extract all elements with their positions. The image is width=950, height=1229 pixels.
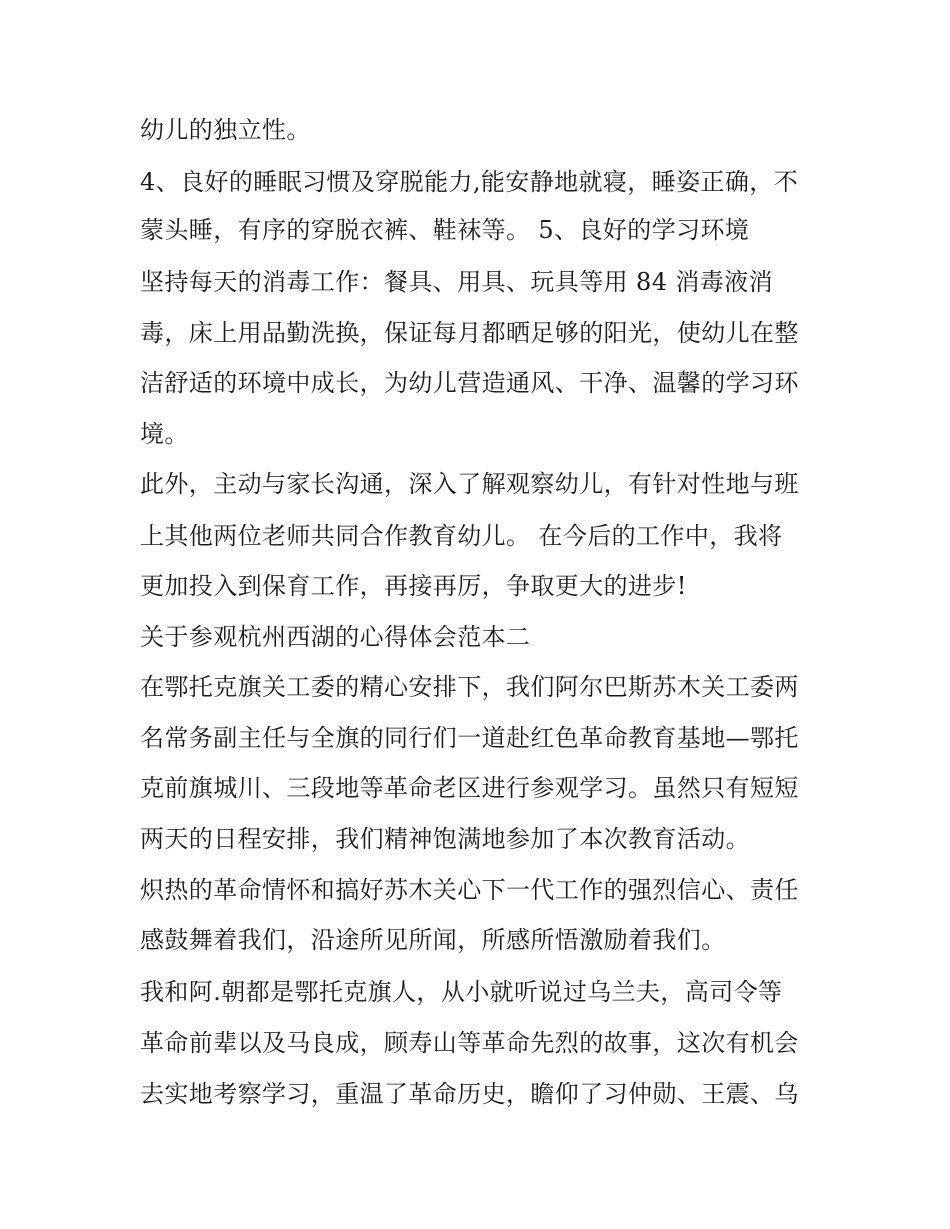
text-line: 克前旗城川、三段地等革命老区进行参观学习。虽然只有短短 (140, 774, 799, 802)
text-line: 毒，床上用品勤洗换，保证每月都晒足够的阳光，使幼儿在整 (140, 319, 799, 347)
text-line: 4、良好的睡眠习惯及穿脱能力,能安静地就寝，睡姿正确，不 (140, 168, 799, 196)
text-line: 两天的日程安排，我们精神饱满地参加了本次教育活动。 (140, 825, 750, 853)
text-line: 洁舒适的环境中成长，为幼儿营造通风、干净、温馨的学习环 (140, 369, 799, 397)
section-heading: 关于参观杭州西湖的心得体会范本二 (140, 623, 531, 651)
text-line: 革命前辈以及马良成，顾寿山等革命先烈的故事，这次有机会 (140, 1029, 799, 1057)
text-line: 境。 (140, 420, 189, 448)
text-line: 去实地考察学习，重温了革命历史，瞻仰了习仲勋、王震、乌 (140, 1080, 799, 1108)
text-line: 在鄂托克旗关工委的精心安排下，我们阿尔巴斯苏木关工委两 (140, 673, 799, 701)
text-line: 此外，主动与家长沟通，深入了解观察幼儿，有针对性地与班 (140, 470, 799, 498)
text-line: 炽热的革命情怀和搞好苏木关心下一代工作的强烈信心、责任 (140, 876, 799, 904)
text-line: 上其他两位老师共同合作教育幼儿。 在今后的工作中，我将 (140, 522, 783, 550)
text-line: 更加投入到保育工作，再接再厉，争取更大的进步! (140, 572, 687, 600)
text-line: 我和阿.朝都是鄂托克旗人，从小就听说过乌兰夫，高司令等 (140, 978, 783, 1006)
text-line: 名常务副主任与全旗的同行们一道赴红色革命教育基地—鄂托 (140, 724, 799, 752)
text-line: 感鼓舞着我们，沿途所见所闻，所感所悟激励着我们。 (140, 926, 726, 954)
text-line: 蒙头睡，有序的穿脱衣裤、鞋袜等。 5、良好的学习环境 (140, 216, 750, 244)
text-line: 幼儿的独立性。 (140, 116, 311, 144)
text-line: 坚持每天的消毒工作：餐具、用具、玩具等用 84 消毒液消 (140, 268, 773, 296)
